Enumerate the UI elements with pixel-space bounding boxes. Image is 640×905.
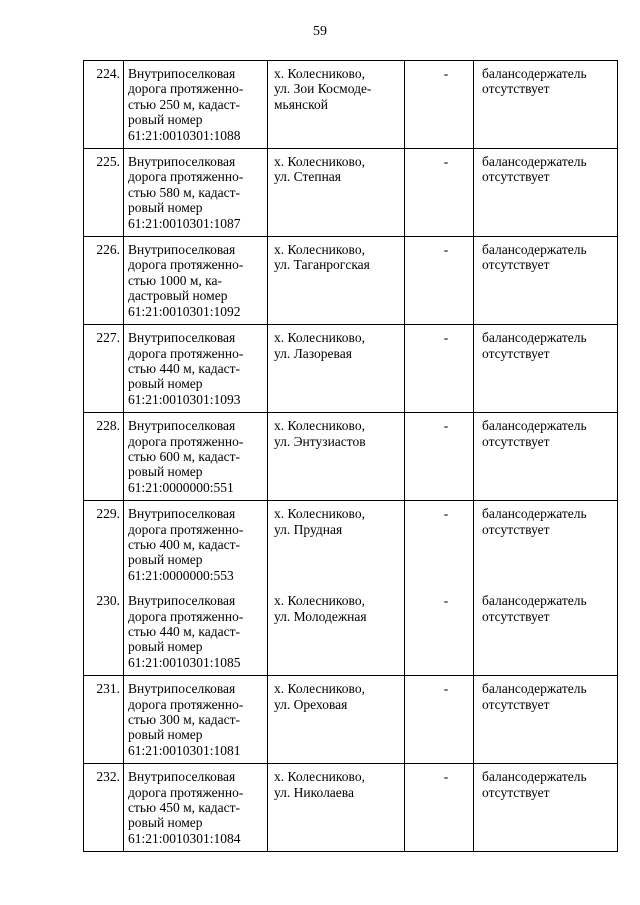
row-number: 229. xyxy=(84,501,124,589)
row-number: 226. xyxy=(84,237,124,325)
empty-value: - xyxy=(405,325,474,413)
row-number: 230. xyxy=(84,588,124,676)
table-row xyxy=(84,413,618,501)
row-number: 228. xyxy=(84,413,124,501)
object-address: х. Колесниково, ул. Молодежная xyxy=(268,588,405,676)
road-registry-table xyxy=(83,60,618,852)
table-row xyxy=(84,61,618,149)
empty-value: - xyxy=(405,676,474,764)
row-number: 224. xyxy=(84,61,124,149)
object-description: Внутрипоселковая дорога протяженно- стью 300 м, кадаст- ровый номер 61:21:0010301:1081 xyxy=(124,676,268,764)
owner-status: балансодержатель отсутствует xyxy=(474,325,618,413)
owner-status: балансодержатель отсутствует xyxy=(474,764,618,852)
owner-status: балансодержатель отсутствует xyxy=(474,413,618,501)
owner-status: балансодержатель отсутствует xyxy=(474,588,618,676)
table-row xyxy=(84,588,618,676)
object-address: х. Колесниково, ул. Таганрогская xyxy=(268,237,405,325)
page-number: 59 xyxy=(313,24,327,39)
table-row xyxy=(84,325,618,413)
owner-status: балансодержатель отсутствует xyxy=(474,676,618,764)
owner-status: балансодержатель отсутствует xyxy=(474,237,618,325)
table-row xyxy=(84,676,618,764)
object-address: х. Колесниково, ул. Ореховая xyxy=(268,676,405,764)
empty-value: - xyxy=(405,413,474,501)
owner-status: балансодержатель отсутствует xyxy=(474,61,618,149)
row-number: 231. xyxy=(84,676,124,764)
empty-value: - xyxy=(405,501,474,589)
table-row xyxy=(84,237,618,325)
object-address: х. Колесниково, ул. Николаева xyxy=(268,764,405,852)
table-row xyxy=(84,501,618,589)
row-number: 227. xyxy=(84,325,124,413)
empty-value: - xyxy=(405,588,474,676)
object-address: х. Колесниково, ул. Зои Космоде- мьянской xyxy=(268,61,405,149)
object-address: х. Колесниково, ул. Степная xyxy=(268,149,405,237)
object-description: Внутрипоселковая дорога протяженно- стью 450 м, кадаст- ровый номер 61:21:0010301:1084 xyxy=(124,764,268,852)
empty-value: - xyxy=(405,764,474,852)
row-number: 225. xyxy=(84,149,124,237)
object-description: Внутрипоселковая дорога протяженно- стью 1000 м, ка- дастровый номер 61:21:0010301:1092 xyxy=(124,237,268,325)
owner-status: балансодержатель отсутствует xyxy=(474,149,618,237)
object-description: Внутрипоселковая дорога протяженно- стью 440 м, кадаст- ровый номер 61:21:0010301:1093 xyxy=(124,325,268,413)
empty-value: - xyxy=(405,237,474,325)
object-address: х. Колесниково, ул. Лазоревая xyxy=(268,325,405,413)
object-description: Внутрипоселковая дорога протяженно- стью 600 м, кадаст- ровый номер 61:21:0000000:551 xyxy=(124,413,268,501)
table-row xyxy=(84,764,618,852)
object-description: Внутрипоселковая дорога протяженно- стью 250 м, кадаст- ровый номер 61:21:0010301:1088 xyxy=(124,61,268,149)
row-number: 232. xyxy=(84,764,124,852)
object-description: Внутрипоселковая дорога протяженно- стью 580 м, кадаст- ровый номер 61:21:0010301:1087 xyxy=(124,149,268,237)
object-address: х. Колесниково, ул. Энтузиастов xyxy=(268,413,405,501)
empty-value: - xyxy=(405,61,474,149)
table-row xyxy=(84,149,618,237)
object-address: х. Колесниково, ул. Прудная xyxy=(268,501,405,589)
owner-status: балансодержатель отсутствует xyxy=(474,501,618,589)
empty-value: - xyxy=(405,149,474,237)
object-description: Внутрипоселковая дорога протяженно- стью 400 м, кадаст- ровый номер 61:21:0000000:553 xyxy=(124,501,268,589)
object-description: Внутрипоселковая дорога протяженно- стью 440 м, кадаст- ровый номер 61:21:0010301:1085 xyxy=(124,588,268,676)
